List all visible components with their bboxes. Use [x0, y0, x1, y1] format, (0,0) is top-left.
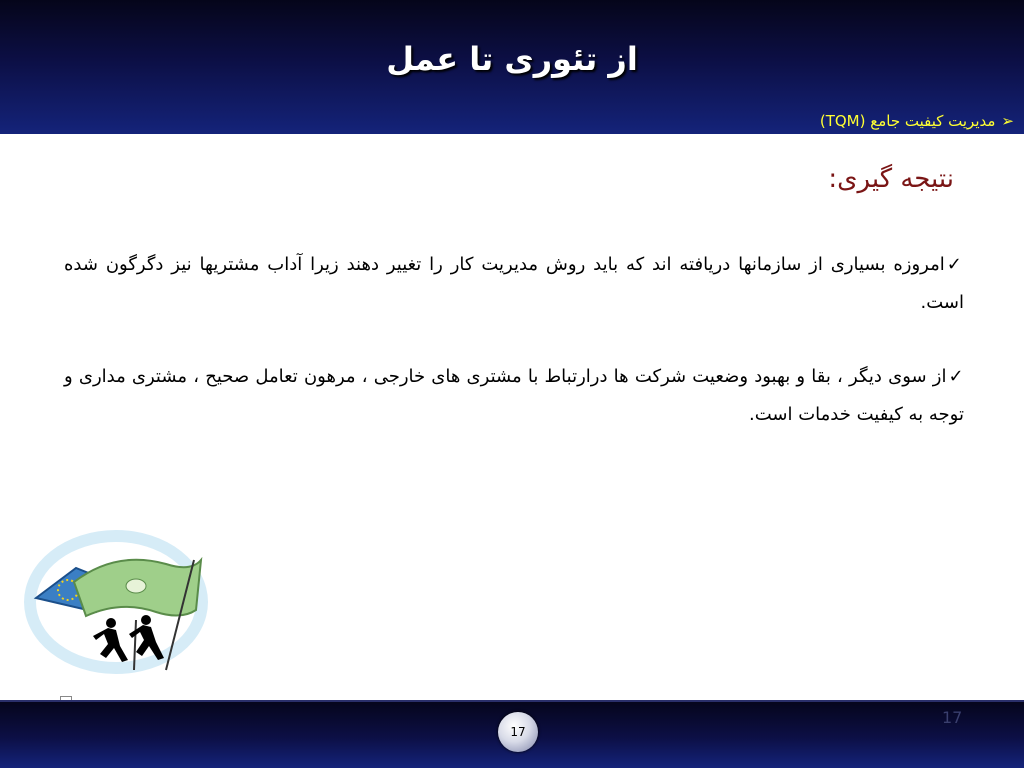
- bullet-text: از سوی دیگر ، بقا و بهبود وضعیت شرکت ها درارتباط با مشتری های خارجی ، مرهون تعامل صحیح ، مشتری مداری و توجه به کیفیت خدمات است.: [64, 366, 964, 425]
- arrow-bullet-icon: ➢: [1001, 112, 1014, 130]
- footer-divider: [0, 700, 1024, 702]
- page-number-badge: 17: [498, 712, 538, 752]
- slide-title: از تئوری تا عمل: [386, 40, 638, 78]
- section-heading: نتیجه گیری:: [828, 164, 954, 194]
- subtitle-text: مدیریت کیفیت جامع (TQM): [819, 112, 996, 130]
- slide-subtitle: [820, 112, 1014, 130]
- bullet-text: امروزه بسیاری از سازمانها دریافته اند که باید روش مدیریت کار را تغییر دهند زیرا آداب مشتریها نیز دگرگون شده است.: [64, 254, 964, 313]
- faint-page-number: 17: [942, 708, 963, 727]
- flags-running-men-clipart: [16, 520, 216, 680]
- bullet-item: [64, 358, 964, 434]
- slide-header: [0, 0, 1024, 134]
- checkmark-icon: ✓: [946, 254, 964, 275]
- bullet-item: [64, 246, 964, 322]
- checkmark-icon: ✓: [948, 366, 964, 387]
